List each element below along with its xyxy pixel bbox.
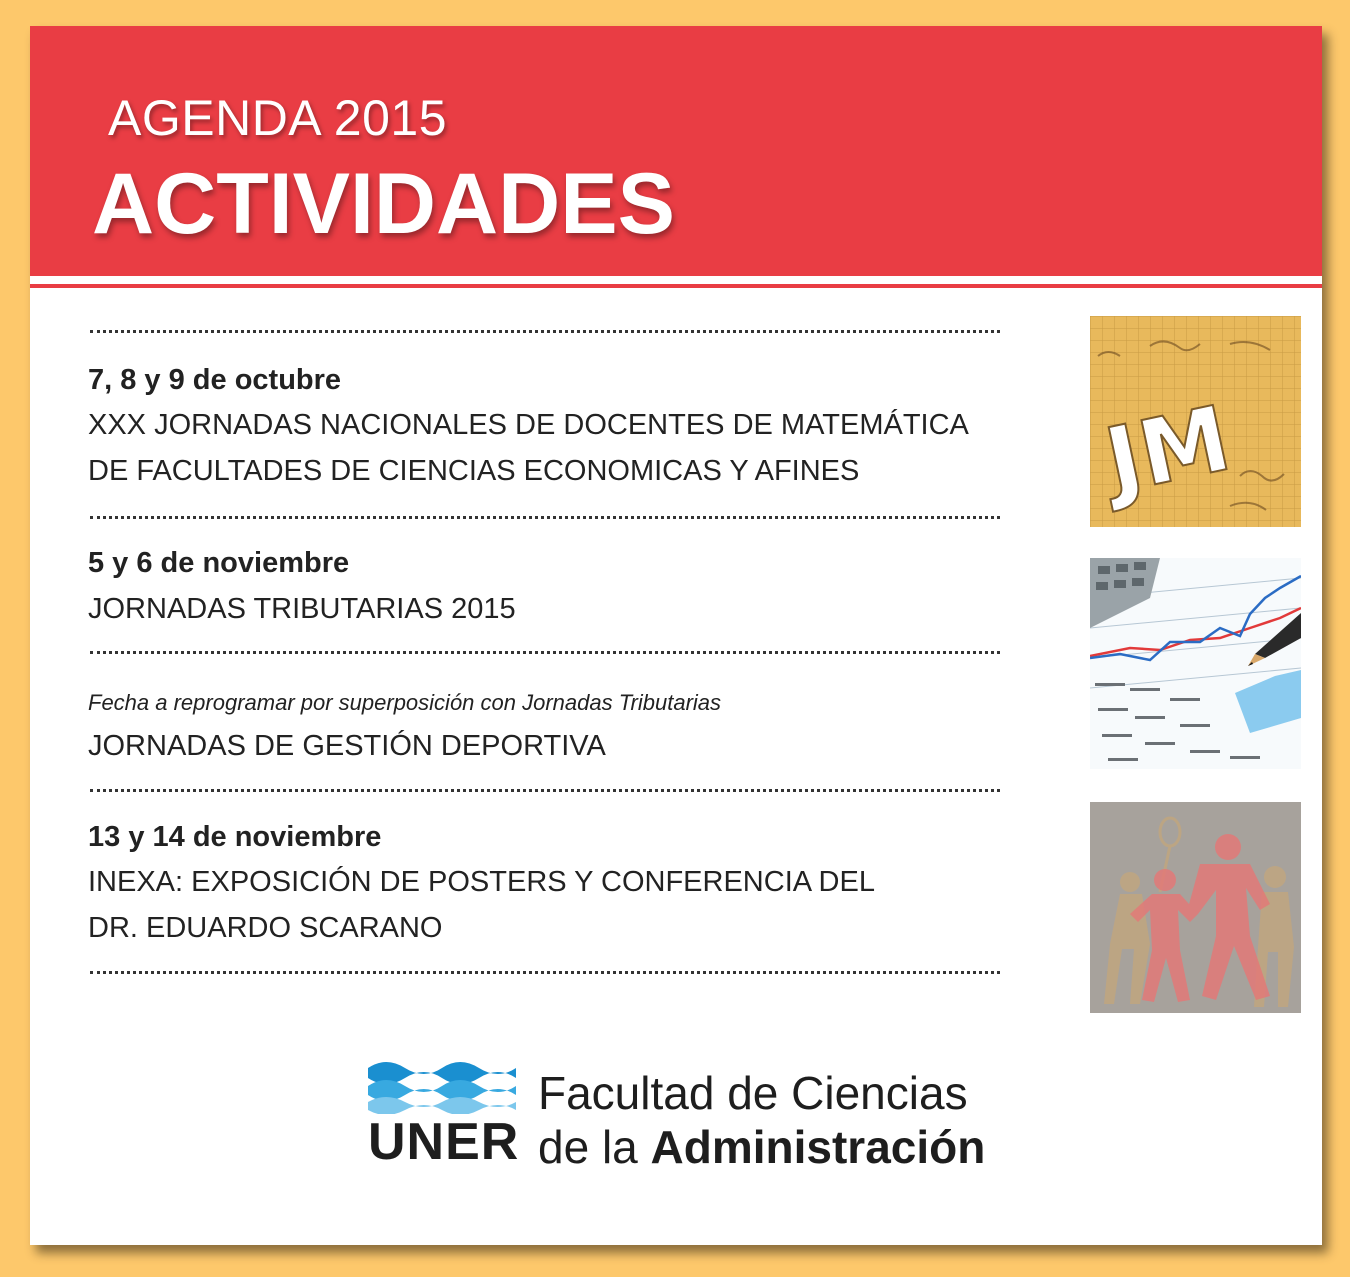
finance-chart-thumbnail <box>1090 558 1301 769</box>
uner-waves-icon <box>368 1058 516 1114</box>
dotted-divider <box>90 516 1000 519</box>
faculty-name-line1: Facultad de Ciencias <box>538 1067 968 1119</box>
header-title: ACTIVIDADES <box>92 156 675 252</box>
sports-thumbnail <box>1090 802 1301 1013</box>
finance-chart-image <box>1090 558 1301 769</box>
event-title-line: DR. EDUARDO SCARANO <box>88 912 443 944</box>
faculty-name-line2 <box>538 1120 985 1174</box>
event-title-line: XXX JORNADAS NACIONALES DE DOCENTES DE MATEMÁTICA <box>88 409 969 441</box>
dotted-divider <box>90 651 1000 654</box>
header-rule <box>30 284 1322 288</box>
event-title-line: JORNADAS TRIBUTARIAS 2015 <box>88 593 516 625</box>
event-title-line: JORNADAS DE GESTIÓN DEPORTIVA <box>88 730 606 762</box>
header-banner <box>30 26 1322 276</box>
event-note: Fecha a reprogramar por superposición con Jornadas Tributarias <box>88 690 722 715</box>
event-title-line: INEXA: EXPOSICIÓN DE POSTERS Y CONFERENCIA DEL <box>88 866 875 898</box>
jm-letters: JM <box>1096 386 1240 515</box>
math-jornadas-thumbnail <box>1090 316 1301 527</box>
faculty-name-bold: Administración <box>650 1121 986 1173</box>
event-title-line: DE FACULTADES DE CIENCIAS ECONOMICAS Y AFINES <box>88 455 860 487</box>
event-date: 7, 8 y 9 de octubre <box>88 364 342 396</box>
event-date: 5 y 6 de noviembre <box>88 547 350 579</box>
math-paper-image <box>1090 316 1301 527</box>
agenda-card <box>30 26 1322 1245</box>
dotted-divider <box>90 789 1000 792</box>
header-subtitle: AGENDA 2015 <box>108 90 448 146</box>
dotted-divider <box>90 971 1000 974</box>
sports-silhouettes-image <box>1090 802 1301 1013</box>
uner-acronym: UNER <box>368 1113 520 1171</box>
dotted-divider <box>90 330 1000 333</box>
event-date: 13 y 14 de noviembre <box>88 821 382 853</box>
faculty-name-prefix: de la <box>538 1121 651 1173</box>
